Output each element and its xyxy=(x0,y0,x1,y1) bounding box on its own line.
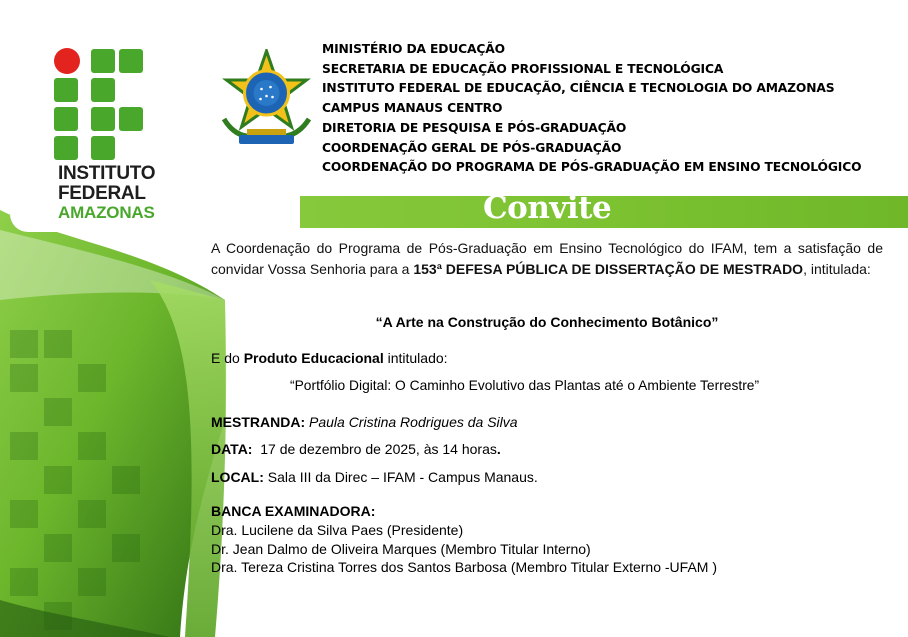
logo-line-3: AMAZONAS xyxy=(58,203,155,222)
data-end: . xyxy=(496,441,501,457)
data-label: DATA: xyxy=(211,441,253,457)
ifam-logo-wordmark xyxy=(58,164,155,221)
data-line xyxy=(211,441,501,457)
logo-line-2: FEDERAL xyxy=(58,183,146,204)
local-label: LOCAL: xyxy=(211,469,264,485)
local-value: Sala III da Direc – IFAM - Campus Manaus. xyxy=(267,469,538,485)
produto-prefix: E do xyxy=(211,350,244,366)
logo-line-1: INSTITUTO xyxy=(58,163,156,184)
header-line: COORDENAÇÃO GERAL DE PÓS-GRADUAÇÃO xyxy=(322,140,622,155)
invitation-body xyxy=(211,238,883,279)
mestranda-label: MESTRANDA: xyxy=(211,414,306,430)
logo-red-circle xyxy=(54,48,80,74)
intro-text-1: A Coordenação do Programa de Pós-Graduação em Ensino Tecnológico do IFAM, tem a satisfação de convidar Vossa Senhoria para a xyxy=(211,240,883,277)
ifam-logo-icon xyxy=(52,47,152,165)
header-line: COORDENAÇÃO DO PROGRAMA DE PÓS-GRADUAÇÃO EM ENSINO TECNOLÓGICO xyxy=(322,160,862,175)
banca-member: Dr. Jean Dalmo de Oliveira Marques (Membro Titular Interno) xyxy=(211,540,591,557)
convite-heading: Convite xyxy=(483,190,612,226)
brazil-coat-of-arms-icon xyxy=(219,49,314,149)
banca-list xyxy=(211,521,717,577)
local-line xyxy=(211,469,538,485)
header-line: DIRETORIA DE PESQUISA E PÓS-GRADUAÇÃO xyxy=(322,120,627,135)
banca-heading: BANCA EXAMINADORA: xyxy=(211,503,376,519)
produto-title: “Portfólio Digital: O Caminho Evolutivo das Plantas até o Ambiente Terrestre” xyxy=(290,378,760,393)
dissertation-title: “A Arte na Construção do Conhecimento Botânico” xyxy=(375,314,719,330)
banca-member: Dra. Lucilene da Silva Paes (Presidente) xyxy=(211,522,464,538)
produto-line xyxy=(211,350,448,366)
header-line: SECRETARIA DE EDUCAÇÃO PROFISSIONAL E TECNOLÓGICA xyxy=(322,61,724,76)
header-line: CAMPUS MANAUS CENTRO xyxy=(322,101,503,116)
header-line: MINISTÉRIO DA EDUCAÇÃO xyxy=(322,42,505,56)
institution-header xyxy=(322,40,861,178)
mestranda-value: Paula Cristina Rodrigues da Silva xyxy=(309,414,518,430)
banca-member: Dra. Tereza Cristina Torres dos Santos Barbosa (Membro Titular Externo -UFAM ) xyxy=(211,559,717,575)
intro-paragraph xyxy=(211,238,883,279)
data-value: 17 de dezembro de 2025, às 14 horas xyxy=(260,441,497,457)
defense-number: 153ª DEFESA PÚBLICA DE DISSERTAÇÃO DE MESTRADO xyxy=(413,260,804,277)
intro-text-2: , intitulada: xyxy=(803,260,871,277)
header-line: INSTITUTO FEDERAL DE EDUCAÇÃO, CIÊNCIA E TECNOLOGIA DO AMAZONAS xyxy=(322,81,835,96)
mestranda-line xyxy=(211,414,518,430)
produto-suffix: intitulado: xyxy=(383,350,448,366)
produto-label: Produto Educacional xyxy=(243,350,384,366)
